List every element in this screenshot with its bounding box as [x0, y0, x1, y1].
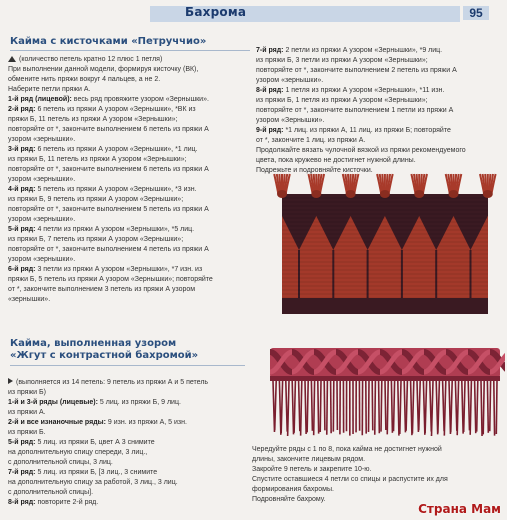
text-line [8, 165, 251, 175]
text-line [8, 185, 251, 195]
line-text: из пряжи Б, 11 петель из пряжи А узором «Зернышки»; [8, 156, 187, 163]
row-label: 7-й ряд: [256, 47, 284, 54]
text-line [8, 235, 251, 245]
text-line [256, 106, 501, 116]
section2-divider [10, 365, 245, 366]
row-label: 8-й ряд: [256, 87, 284, 94]
text-line [8, 105, 251, 115]
row-label: 6-й ряд: [8, 266, 36, 273]
line-text: из пряжи Б, 9 петель из пряжи А узором «Зернышки»; [8, 196, 184, 203]
text-line [8, 408, 258, 418]
text-line [8, 265, 251, 275]
text-line [8, 378, 258, 388]
text-line [252, 465, 502, 475]
section2-title [10, 338, 198, 362]
row-label: 2-й и все изнаночные ряды: [8, 419, 106, 426]
line-text: 5 петель из пряжи А узором «Зернышки», *3 изн. [35, 186, 197, 193]
text-line [256, 136, 501, 146]
text-line [252, 455, 502, 465]
line-text: из пряжи А. [8, 409, 46, 416]
text-line [8, 125, 251, 135]
arrow-marker-icon [8, 378, 13, 384]
line-text: узором «зернышки». [8, 216, 76, 223]
line-text: повторяйте от *, закончите выполнением 6 петель из пряжи А [8, 166, 209, 173]
line-text: повторите 2-й ряд. [35, 499, 99, 506]
line-text: узором «зернышки». [8, 256, 76, 263]
text-line [8, 295, 251, 305]
text-line [256, 156, 501, 166]
line-text: узором «зернышки». [8, 136, 76, 143]
line-text: 3 петли из пряжи А узором «Зернышки», *7 изн. из [35, 266, 203, 273]
row-label: 1-й и 3-й ряды (лицевые): [8, 399, 98, 406]
line-text: 9 изн. из пряжи А, 5 изн. [105, 419, 187, 426]
line-text: из пряжи Б, 3 петли из пряжи А узором «Зернышки»; [256, 57, 428, 64]
text-line [8, 145, 251, 155]
line-text: 6 петель из пряжи А узором «Зернышки», *ВК из [35, 106, 196, 113]
line-text: от *, закончите выполнением 3 петель из пряжи А узором [8, 286, 196, 293]
row-label: 4-й ряд: [8, 186, 36, 193]
row-label: 5-й ряд: [8, 439, 36, 446]
text-line [8, 388, 258, 398]
line-text: Подрежьте и подровняйте кисточки. [256, 167, 373, 174]
section1-right-text [256, 46, 501, 176]
text-line [8, 478, 258, 488]
line-text: 6 петель из пряжи А узором «Зернышки», *1 лиц. [35, 146, 198, 153]
line-text: повторяйте от *, закончите выполнением 5 петель из пряжи А [8, 206, 209, 213]
text-line [8, 498, 258, 508]
text-line [256, 86, 501, 96]
text-line [8, 135, 251, 145]
line-text: повторяйте от *, закончите выполнением 4 петель из пряжи А [8, 246, 209, 253]
line-text: весь ряд провяжите узором «Зернышки». [71, 96, 209, 103]
text-line [8, 245, 251, 255]
line-text: Продолжайте вязать чулочной вязкой из пряжи рекомендуемого [256, 147, 466, 154]
text-line [8, 195, 251, 205]
line-text: повторяйте от *, закончите выполнением 6 петель из пряжи А [8, 126, 209, 133]
line-text: из пряжи Б, 1 петля из пряжи А узором «Зернышки»; [256, 97, 428, 104]
line-text: с дополнительной спицы]. [8, 489, 94, 496]
text-line [256, 96, 501, 106]
line-text: из пряжи Б. [8, 429, 46, 436]
text-line [256, 116, 501, 126]
line-text: Подровняйте бахрому. [252, 496, 326, 503]
text-line [8, 215, 251, 225]
line-text: на дополнительную спицу за работой, 3 лиц., 3 лиц. [8, 479, 178, 486]
text-line [256, 66, 501, 76]
row-label: 5-й ряд: [8, 226, 36, 233]
text-line [256, 126, 501, 136]
line-text: Спустите оставшиеся 4 петли со спицы и распустите их для [252, 476, 448, 483]
text-line [252, 445, 502, 455]
line-text: Закройте 9 петель и закрепите 10-ю. [252, 466, 372, 473]
text-line [8, 468, 258, 478]
tassel-edging-photo [270, 172, 500, 332]
line-text: Наберите петли пряжи А. [8, 86, 91, 93]
text-line [8, 285, 251, 295]
text-line [8, 85, 251, 95]
text-line [8, 205, 251, 215]
section1-divider [10, 50, 250, 51]
line-text: 5 лиц. из пряжи Б, [3 лиц., 3 снимите [35, 469, 158, 476]
text-line [8, 75, 251, 85]
line-text: узором «зернышки». [256, 77, 324, 84]
row-label: 9-й ряд: [256, 127, 284, 134]
line-text: из пряжи Б, 7 петель из пряжи А узором «Зернышки»; [8, 236, 184, 243]
line-text: пряжи Б, 5 петель из пряжи А узором «Зернышки»; повторяйте [8, 276, 213, 283]
braid-fringe-photo [265, 340, 505, 440]
line-text: формирования бахромы. [252, 486, 334, 493]
text-line [8, 458, 258, 468]
text-line [8, 155, 251, 165]
line-text: (количество петель кратно 12 плюс 1 петля) [19, 56, 163, 63]
text-line [8, 418, 258, 428]
text-line [256, 56, 501, 66]
watermark: Страна Мам [418, 502, 501, 516]
line-text: с дополнительной спицы, 3 лиц. [8, 459, 113, 466]
row-label: 7-й ряд: [8, 469, 36, 476]
line-text: Чередуйте ряды с 1 по 8, пока кайма не достигнет нужной [252, 446, 442, 453]
page-header [0, 0, 507, 30]
text-line [8, 275, 251, 285]
text-line [8, 95, 251, 105]
row-label: 8-й ряд: [8, 499, 36, 506]
line-text: узором «Зернышки». [256, 117, 325, 124]
line-text: цвета, пока кружево не достигнет нужной длины. [256, 157, 416, 164]
line-text: на дополнительную спицу спереди, 3 лиц., [8, 449, 148, 456]
text-line [8, 55, 251, 65]
row-label: 3-й ряд: [8, 146, 36, 153]
text-line [252, 485, 502, 495]
text-line [8, 448, 258, 458]
text-line [8, 175, 251, 185]
text-line [252, 475, 502, 485]
text-line [8, 438, 258, 448]
line-text: от *, закончите 1 лиц. из пряжи А. [256, 137, 366, 144]
line-text: При выполнении данной модели, формируя кисточку (ВК), [8, 66, 199, 73]
line-text: повторяйте от *, закончите выполнением 2 петель из пряжи А [256, 67, 457, 74]
line-text: из пряжи Б) [8, 389, 46, 396]
text-line [8, 115, 251, 125]
line-text: пряжи Б, 11 петель из пряжи А узором «Зернышки»; [8, 116, 178, 123]
line-text: «зернышки». [8, 296, 51, 303]
text-line [8, 255, 251, 265]
line-text: повторяйте от *, закончите выполнением 1 петли из пряжи А [256, 107, 454, 114]
text-line [256, 146, 501, 156]
text-line [256, 46, 501, 56]
row-label: 2-й ряд: [8, 106, 36, 113]
line-text: 5 лиц. из пряжи Б, цвет А 3 снимите [35, 439, 155, 446]
line-text: *1 лиц. из пряжи А, 11 лиц. из пряжи Б; повторяйте [283, 127, 451, 134]
text-line [8, 428, 258, 438]
row-label: 1-й ряд (лицевой): [8, 96, 72, 103]
line-text: обмените нить пряжи вокруг 4 пальцев, а не 2. [8, 76, 161, 83]
section2-title-line2: «Жгут с контрастной бахромой» [10, 350, 199, 361]
line-text: длины, закончите лицевым рядом. [252, 456, 366, 463]
triangle-marker-icon [8, 56, 16, 62]
section1-title-text: Кайма с кисточками «Петруччио» [10, 36, 207, 47]
page-number: 95 [463, 6, 489, 20]
text-line [8, 488, 258, 498]
section2-left-text [8, 378, 258, 508]
header-title: Бахрома [185, 5, 247, 19]
line-text: 5 лиц. из пряжи Б, 9 лиц. [97, 399, 181, 406]
text-line [8, 225, 251, 235]
line-text: узором «зернышки». [8, 176, 76, 183]
line-text: 2 петли из пряжи А узором «Зернышки», *9 лиц. [283, 47, 443, 54]
line-text: (выполняется из 14 петель: 9 петель из пряжи А и 5 петель [16, 379, 209, 386]
section1-title [10, 36, 206, 48]
text-line [8, 65, 251, 75]
section1-left-text [8, 55, 251, 305]
section2-right-text [252, 445, 502, 505]
line-text: 4 петли из пряжи А узором «Зернышки», *5 лиц. [35, 226, 195, 233]
section2-title-line1: Кайма, выполненная узором [10, 338, 177, 349]
fringe [273, 381, 497, 436]
text-line [8, 398, 258, 408]
text-line [256, 76, 501, 86]
line-text: 1 петля из пряжи А узором «Зернышки», *11 изн. [283, 87, 445, 94]
